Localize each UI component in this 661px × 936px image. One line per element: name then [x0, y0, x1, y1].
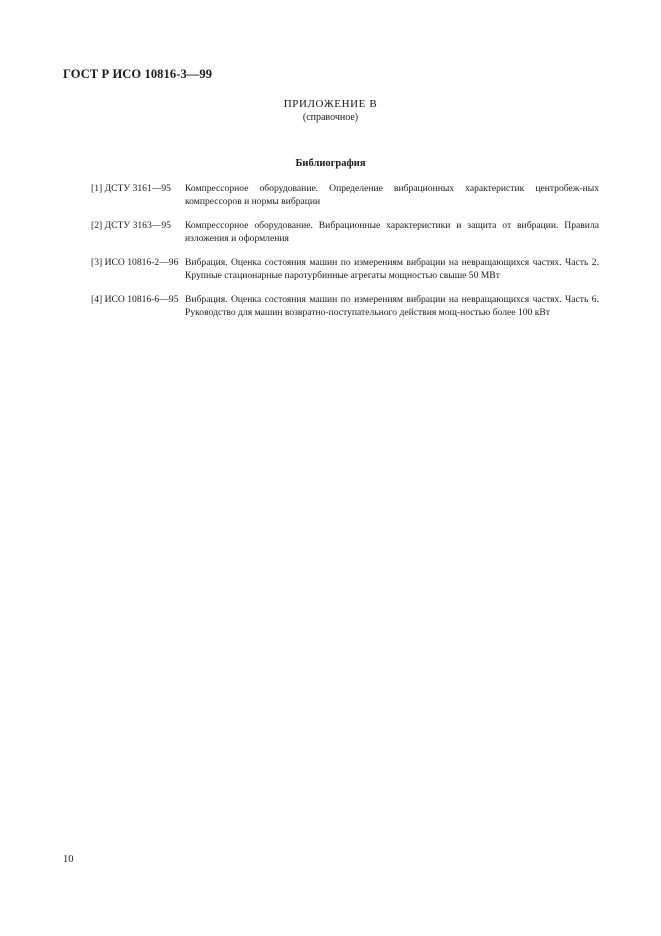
annex-subtitle: (справочное) — [302, 112, 359, 123]
bibliography-item — [91, 257, 599, 282]
document-code: ГОСТ Р ИСО 10816-3—99 — [63, 67, 213, 81]
reference-text: Вибрация. Оценка состояния машин по измерениям вибрации на невращающихся частях. Часть 6. Руководство для машин возвратно-поступательного действия мощ-ностью более 100 кВт — [185, 294, 599, 318]
reference-text: Вибрация. Оценка состояния машин по измерениям вибрации на невращающихся частях. Часть 2. Крупные стационарные паротурбинные агрегаты мощностью свыше 50 МВт — [185, 257, 599, 281]
reference-label: [1] ДСТУ 3161—95 — [91, 183, 171, 194]
annex-title: ПРИЛОЖЕНИЕ В — [283, 98, 378, 110]
reference-label: [2] ДСТУ 3163—95 — [91, 220, 171, 231]
page-number: 10 — [63, 854, 74, 865]
reference-label: [4] ИСО 10816-6—95 — [91, 294, 179, 305]
bibliography-list — [91, 183, 599, 331]
section-title: Библиография — [295, 158, 366, 169]
reference-label: [3] ИСО 10816-2—96 — [91, 257, 179, 268]
bibliography-item — [91, 294, 599, 319]
bibliography-item — [91, 183, 599, 208]
bibliography-item — [91, 220, 599, 245]
reference-text: Компрессорное оборудование. Вибрационные характеристики и защита от вибрации. Правила изложения и оформления — [185, 220, 599, 244]
reference-text: Компрессорное оборудование. Определение вибрационных характеристик центробеж-ных компрессоров и нормы вибрации — [185, 183, 599, 207]
